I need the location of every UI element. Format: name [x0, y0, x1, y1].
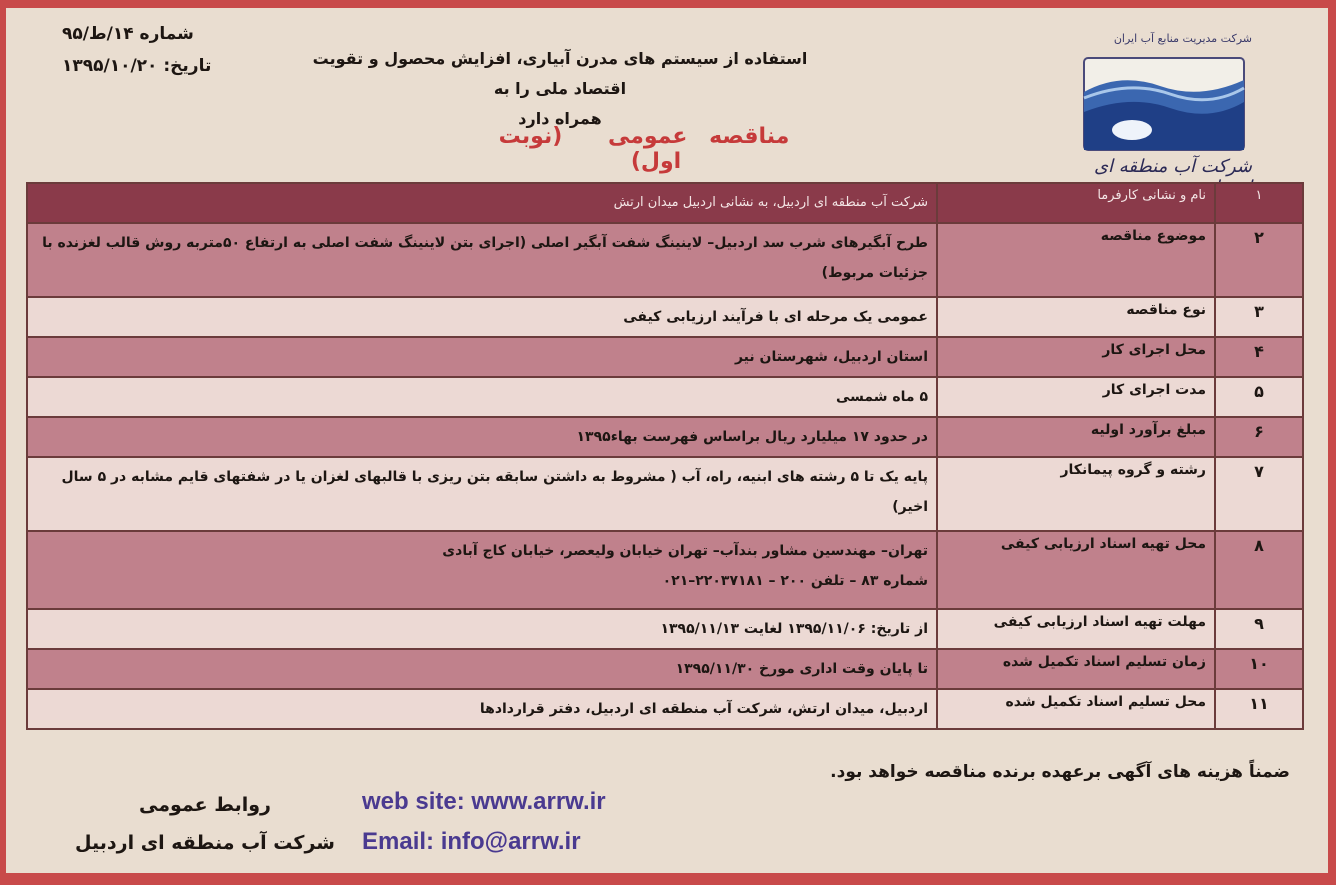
advertising-cost-note: ضمناً هزینه های آگهی برعهده برنده مناقصه خواهد بود.	[830, 762, 1290, 782]
row-number: ۸	[1215, 531, 1303, 609]
row-number: ۷	[1215, 457, 1303, 531]
frame-top-border	[0, 0, 1336, 8]
row-label: محل اجرای کار	[937, 337, 1215, 377]
row-label: زمان تسلیم اسناد تکمیل شده	[937, 649, 1215, 689]
row-value	[27, 531, 937, 609]
tender-title	[460, 124, 840, 174]
row-value: در حدود ۱۷ میلیارد ریال براساس فهرست بهاء۱۳۹۵	[27, 417, 937, 457]
row-value: از تاریخ: ۱۳۹۵/۱۱/۰۶ لغایت ۱۳۹۵/۱۱/۱۳	[27, 609, 937, 649]
relations-title: روابط عمومی	[139, 794, 271, 816]
row-label: مبلغ برآورد اولیه	[937, 417, 1215, 457]
row-label: موضوع مناقصه	[937, 223, 1215, 297]
logo-org-subtitle: شرکت مدیریت منابع آب ایران	[1113, 32, 1252, 45]
email-link[interactable]: Email: info@arrw.ir	[362, 828, 581, 855]
table-row	[27, 297, 1303, 337]
table-row	[27, 337, 1303, 377]
table-row	[27, 223, 1303, 297]
row-number: ۹	[1215, 609, 1303, 649]
row-label: محل تسلیم اسناد تکمیل شده	[937, 689, 1215, 729]
table-row	[27, 609, 1303, 649]
reference-number: شماره ۱۴/ط/۹۵	[62, 24, 194, 44]
row-number: ۲	[1215, 223, 1303, 297]
reference-block	[62, 18, 211, 82]
row-label: محل تهیه اسناد ارزیابی کیفی	[937, 531, 1215, 609]
tender-details-table	[26, 182, 1304, 730]
headline-line-1: استفاده از سیستم های مدرن آبیاری، افزایش محصول و تقویت اقتصاد ملی را به	[312, 49, 808, 98]
frame-bottom-border	[0, 873, 1336, 885]
row-label: نوع مناقصه	[937, 297, 1215, 337]
website-link[interactable]: web site: www.arrw.ir	[362, 788, 606, 815]
row-label: مهلت تهیه اسناد ارزیابی کیفی	[937, 609, 1215, 649]
headline-line-2: همراه دارد	[518, 109, 602, 128]
table-row	[27, 689, 1303, 729]
row-number: ۱۰	[1215, 649, 1303, 689]
frame-right-border	[1328, 0, 1336, 885]
row-number: ۵	[1215, 377, 1303, 417]
row-value: طرح آبگیرهای شرب سد اردبیل– لاینینگ شفت آبگیر اصلی (اجرای بتن لاینینگ شفت اصلی به ارتفاع ۵۰متربه روش قالب لغزنده با جزئیات مربوط)	[27, 223, 937, 297]
row-number: ۱۱	[1215, 689, 1303, 729]
relations-org: شرکت آب منطقه ای اردبیل	[75, 832, 335, 854]
table-row	[27, 531, 1303, 609]
row-value-line-2: شماره ۸۳ – تلفن ۲۰۰ – ۲۲۰۳۷۱۸۱–۰۲۱	[662, 573, 928, 589]
logo-company-name: شرکت آب منطقه ای	[1093, 156, 1252, 177]
row-value: ۵ ماه شمسی	[27, 377, 937, 417]
table-row	[27, 417, 1303, 457]
row-value-line-1: تهران– مهندسین مشاور بندآب– تهران خیابان ولیعصر، خیابان کاج آبادی	[442, 543, 928, 559]
table-row	[27, 183, 1303, 223]
row-label: نام و نشانی کارفرما	[937, 183, 1215, 223]
row-value: تا پایان وقت اداری مورخ ۱۳۹۵/۱۱/۳۰	[27, 649, 937, 689]
headline	[300, 44, 820, 134]
row-number: ۴	[1215, 337, 1303, 377]
row-value: اردبیل، میدان ارتش، شرکت آب منطقه ای اردبیل، دفتر قراردادها	[27, 689, 937, 729]
row-value: شرکت آب منطقه ای اردبیل، به نشانی اردبیل میدان ارتش	[27, 183, 937, 223]
reference-date: تاریخ: ۱۳۹۵/۱۰/۲۰	[62, 56, 212, 76]
table-row	[27, 377, 1303, 417]
row-value: پایه یک تا ۵ رشته های ابنیه، راه، آب ( مشروط به داشتن سابقه بتن ریزی با قالبهای لغزان یا در شفتهای قایم مشابه در ۵ سال اخیر)	[27, 457, 937, 531]
row-number: ۶	[1215, 417, 1303, 457]
table-row	[27, 649, 1303, 689]
tender-title-round: (نوبت اول)	[498, 124, 682, 174]
row-number: ۱	[1215, 183, 1303, 223]
frame-left-border	[0, 0, 6, 885]
public-relations-signature	[60, 786, 350, 862]
table-row	[27, 457, 1303, 531]
row-number: ۳	[1215, 297, 1303, 337]
row-label: مدت اجرای کار	[937, 377, 1215, 417]
company-logo	[1050, 14, 1280, 177]
row-value: استان اردبیل، شهرستان نیر	[27, 337, 937, 377]
tender-title-main: مناقصه عمومی	[607, 124, 790, 149]
row-value: عمومی یک مرحله ای با فرآیند ارزیابی کیفی	[27, 297, 937, 337]
row-label: رشته و گروه پیمانکار	[937, 457, 1215, 531]
